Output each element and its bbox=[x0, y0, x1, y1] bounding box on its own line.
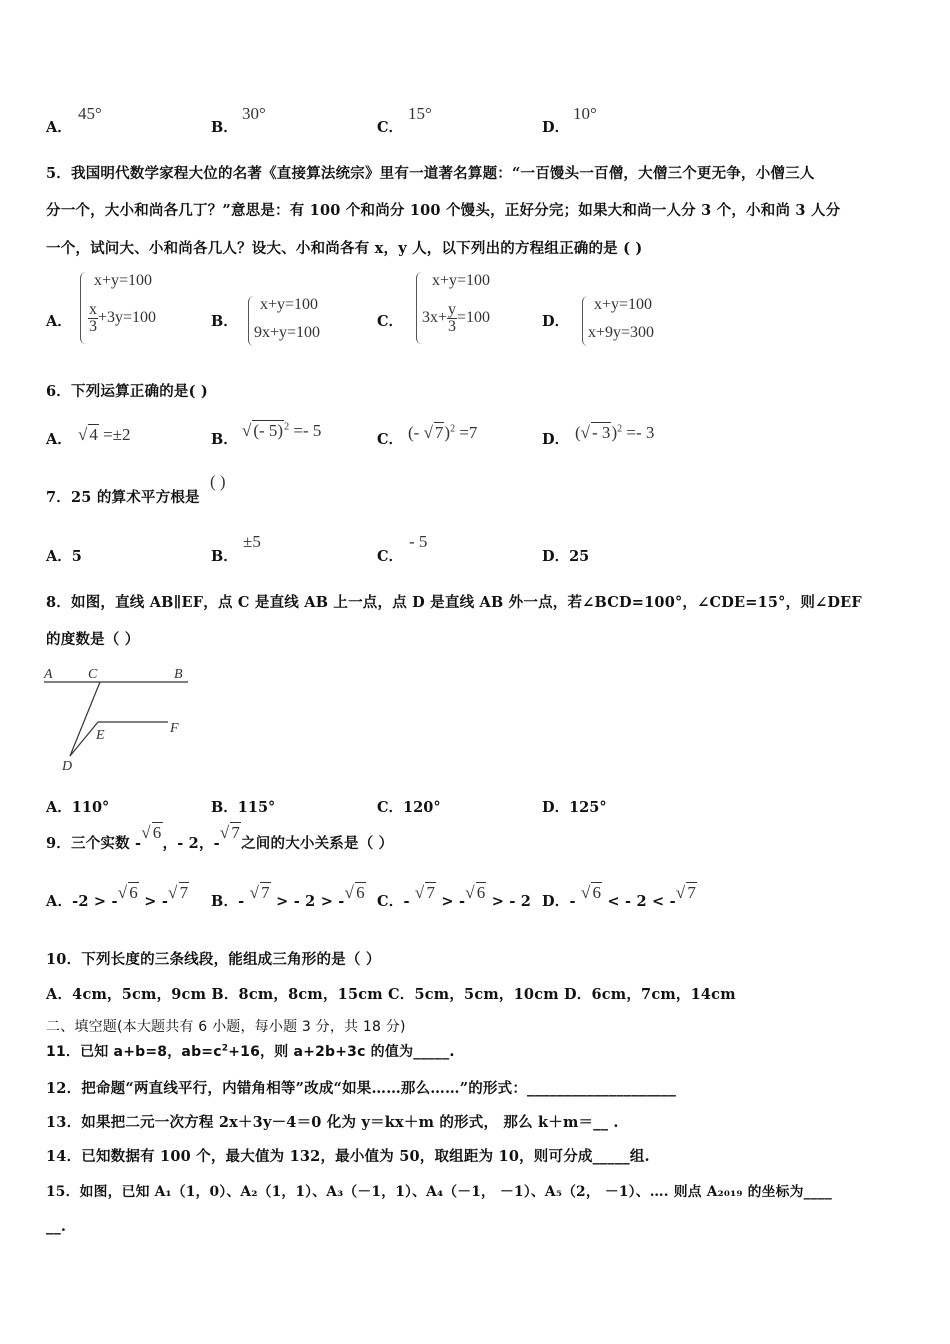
q5-a-eq2: $\frac{x}{3}$ +3y=100 bbox=[89, 301, 157, 335]
q6-option-d-label: D． bbox=[542, 431, 570, 448]
point-f-label: F bbox=[170, 721, 179, 736]
q11: 11．已知 a+b=8，$ab=c^2+16$，则 a+2b+3c 的值为_____. bbox=[46, 1043, 455, 1060]
q6-option-b-expr: √ (- 5)$^2$ =- 5 bbox=[242, 421, 322, 440]
q5-stem-line3: 一个，试问大、小和尚各几人？设大、小和尚各有 x，y 人，以下列出的方程组正确的是 ( ) bbox=[46, 240, 643, 257]
q5-option-d-system bbox=[582, 294, 692, 348]
q8-stem-line2: 的度数是（ ） bbox=[46, 631, 140, 648]
q6-option-a-label: A． bbox=[46, 431, 72, 448]
q9-option-b: B．- √ 7 > - 2 > -√ 6 bbox=[211, 883, 365, 910]
section-2-heading: 二、填空题(本大题共有 6 小题，每小题 3 分，共 18 分) bbox=[46, 1019, 406, 1035]
point-d-label: D bbox=[62, 759, 73, 774]
point-b-label: B bbox=[174, 667, 183, 682]
q5-option-b-system bbox=[248, 294, 358, 348]
q5-stem-line1: 5．我国明代数学家程大位的名著《直接算法统宗》里有一道著名算题：“一百馒头一百僧，大僧三个更无争，小僧三人 bbox=[46, 165, 815, 182]
q7-stem: 7．25 的算术平方根是 bbox=[46, 489, 200, 506]
q6-option-c-label: C． bbox=[377, 431, 404, 448]
q5-a-eq1: x+y=100 bbox=[94, 272, 153, 289]
q15-line1: 15．如图，已知 A₁（1，0）、A₂（1，1）、A₃（－1，1）、A₄（－1， －1）、A₅（2， －1）、…. 则点 A₂₀₁₉ 的坐标为____ bbox=[46, 1184, 833, 1200]
q7-option-c-value: - 5 bbox=[409, 532, 428, 551]
q5-option-b-label: B． bbox=[211, 313, 238, 330]
q8-option-a: A．110° bbox=[46, 799, 110, 816]
q7-option-b-label: B． bbox=[211, 548, 238, 565]
q6-option-a-expr: √ 4 =±2 bbox=[78, 425, 131, 444]
q6-option-c-expr: (- √ 7)$^2$ =7 bbox=[408, 423, 478, 442]
segment-de bbox=[70, 722, 98, 756]
point-a-label: A bbox=[44, 667, 53, 682]
q8-option-c: C．120° bbox=[377, 799, 441, 816]
q14: 14．已知数据有 100 个，最大值为 132，最小值为 50，取组距为 10，则可分成_____组. bbox=[46, 1148, 650, 1165]
q5-d-eq1: x+y=100 bbox=[594, 296, 653, 313]
q4-option-a-value: 45° bbox=[78, 104, 102, 123]
q6-option-d-expr: (√ - 3)$^2$ =- 3 bbox=[575, 423, 655, 442]
q7-option-c-label: C． bbox=[377, 548, 404, 565]
q8-option-d: D．125° bbox=[542, 799, 607, 816]
q9-stem: 9．三个实数 -√ 6，- 2，-√ 7之间的大小关系是（ ） bbox=[46, 823, 394, 852]
q9-option-c: C．- √ 7 > -√ 6 > - 2 bbox=[377, 883, 532, 910]
q8-stem-line1: 8．如图，直线 AB∥EF，点 C 是直线 AB 上一点，点 D 是直线 AB 外一点，若∠BCD=100°，∠CDE=15°，则∠DEF bbox=[46, 594, 862, 611]
q5-stem-line2: 分一个，大小和尚各几丁？”意思是：有 100 个和尚分 100 个馒头，正好分完；如果大和尚一人分 3 个，小和尚 3 人分 bbox=[46, 202, 841, 219]
q10-options: A．4cm，5cm，9cm B．8cm，8cm，15cm C．5cm，5cm，10cm D．6cm，7cm，14cm bbox=[46, 986, 736, 1003]
q5-b-eq1: x+y=100 bbox=[260, 296, 319, 313]
q13: 13．如果把二元一次方程 2x＋3y－4＝0 化为 y＝kx＋m 的形式， 那么 k＋m＝__ . bbox=[46, 1114, 619, 1131]
q5-option-d-label: D． bbox=[542, 313, 570, 330]
q7-option-a: A．5 bbox=[46, 548, 82, 565]
q10-stem: 10．下列长度的三条线段，能组成三角形的是（ ） bbox=[46, 951, 381, 968]
point-e-label: E bbox=[96, 728, 105, 743]
q4-option-d-value: 10° bbox=[573, 104, 597, 123]
q9-option-d: D．- √ 6 < - 2 < -√ 7 bbox=[542, 883, 697, 910]
q4-option-a: A． bbox=[46, 119, 72, 136]
q8-figure bbox=[40, 660, 200, 776]
q4-option-b-value: 30° bbox=[242, 104, 266, 123]
q7-option-b-value: ±5 bbox=[243, 532, 261, 551]
q7-paren: ( ) bbox=[210, 472, 226, 491]
q6-option-b-label: B． bbox=[211, 431, 238, 448]
q7-option-d: D．25 bbox=[542, 548, 590, 565]
q5-option-c-system bbox=[416, 270, 536, 348]
q5-option-a-system bbox=[80, 270, 200, 348]
point-c-label: C bbox=[88, 667, 98, 682]
q5-c-eq2: 3x+ $\frac{y}{3}$ =100 bbox=[422, 301, 491, 335]
q12: 12．把命题“两直线平行，内错角相等”改成“如果……那么……”的形式：____________________ bbox=[46, 1080, 677, 1097]
q4-option-c-value: 15° bbox=[408, 104, 432, 123]
q5-option-c-label: C． bbox=[377, 313, 404, 330]
q5-d-eq2: x+9y=300 bbox=[588, 324, 655, 341]
q5-c-eq1: x+y=100 bbox=[432, 272, 491, 289]
q5-option-a-label: A． bbox=[46, 313, 72, 330]
q8-option-b: B．115° bbox=[211, 799, 276, 816]
q9-option-a: A．-2 > -√ 6 > -√ 7 bbox=[46, 883, 189, 910]
q4-option-c: C． bbox=[377, 119, 404, 136]
q6-stem: 6．下列运算正确的是( ) bbox=[46, 383, 208, 400]
q15-line2: __. bbox=[46, 1218, 67, 1235]
segment-cd bbox=[70, 682, 100, 756]
q4-option-d: D． bbox=[542, 119, 570, 136]
q5-b-eq2: 9x+y=100 bbox=[254, 324, 321, 341]
q4-option-b: B． bbox=[211, 119, 238, 136]
